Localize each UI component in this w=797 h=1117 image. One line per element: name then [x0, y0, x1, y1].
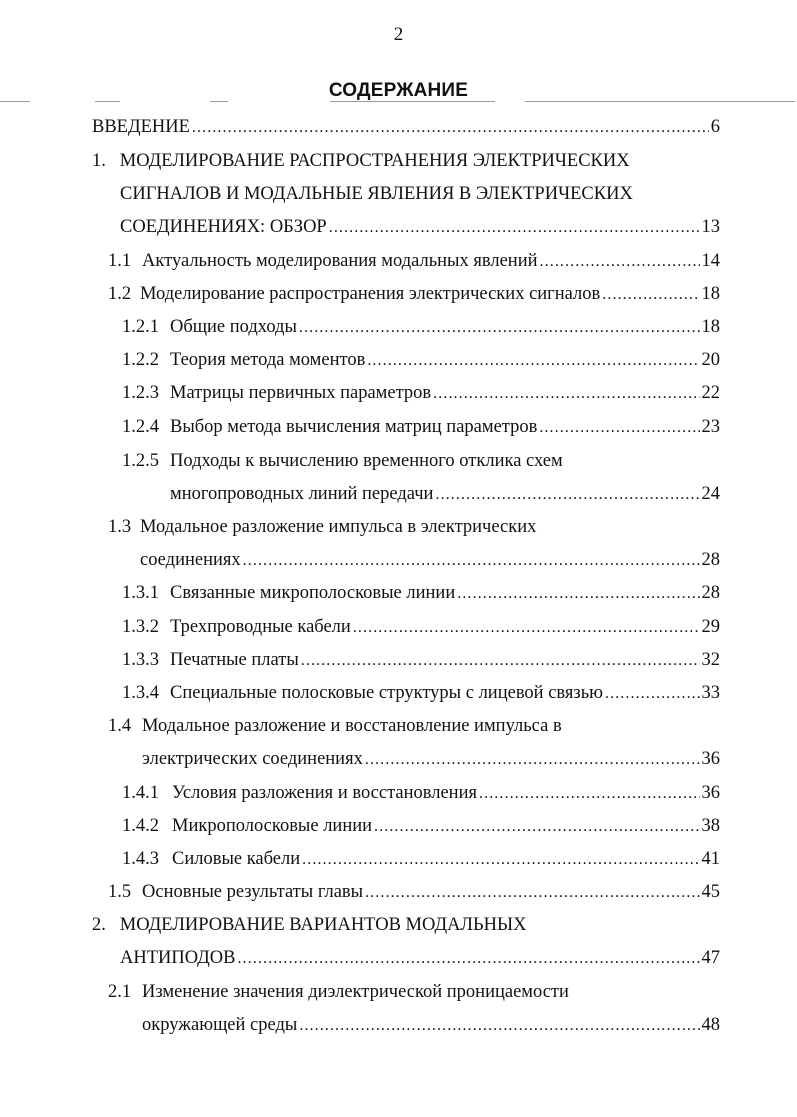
toc-entry-title: окружающей среды — [142, 1015, 298, 1035]
leader-dots — [301, 650, 700, 672]
toc-entry-title: Теория метода моментов — [170, 350, 366, 370]
leader-dots — [433, 383, 699, 405]
toc-entry-number: 1. — [92, 151, 106, 171]
toc-entry-title: соединениях — [140, 550, 241, 570]
toc-entry-title: ВВЕДЕНИЕ — [92, 117, 190, 137]
leader-dots — [540, 251, 700, 273]
toc-entry-number: 1.2.4 — [122, 417, 159, 437]
toc-entry-number: 1.2 — [108, 284, 132, 304]
toc-entry-1-2-4[interactable] — [122, 416, 720, 439]
toc-entry-title: Модальное разложение импульса в электрических — [140, 517, 537, 537]
toc-entry-1-2-5-line2[interactable] — [170, 483, 720, 506]
toc-entry-title: Модальное разложение и восстановление импульса в — [142, 716, 562, 736]
toc-entry-1-4-2[interactable] — [122, 815, 720, 838]
page-number: 2 — [393, 24, 404, 45]
toc-entry-page: 18 — [701, 317, 720, 337]
toc-entry-title: Условия разложения и восстановления — [172, 783, 477, 803]
toc-entry-title: СОЕДИНЕНИЯХ: ОБЗОР — [120, 217, 327, 237]
toc-entry-page: 14 — [701, 251, 720, 271]
toc-entry-1-1[interactable] — [108, 250, 720, 273]
toc-entry-title: МОДЕЛИРОВАНИЕ ВАРИАНТОВ МОДАЛЬНЫХ — [119, 915, 527, 935]
leader-dots — [243, 550, 700, 572]
leader-dots — [457, 583, 699, 605]
toc-entry-title: СИГНАЛОВ И МОДАЛЬНЫЕ ЯВЛЕНИЯ В ЭЛЕКТРИЧЕСКИХ — [120, 184, 633, 204]
toc-entry-1-2-2[interactable] — [122, 349, 720, 372]
toc-heading: СОДЕРЖАНИЕ — [328, 80, 469, 101]
toc-entry-page: 6 — [710, 117, 720, 137]
toc-entry-title: Силовые кабели — [172, 849, 301, 869]
toc-entry-title: МОДЕЛИРОВАНИЕ РАСПРОСТРАНЕНИЯ ЭЛЕКТРИЧЕСКИХ — [119, 151, 630, 171]
toc-entry-2-1-line2[interactable] — [142, 1014, 720, 1037]
leader-dots — [299, 1015, 699, 1037]
toc-entry-number: 1.2.2 — [122, 350, 159, 370]
toc-entry-title: Трехпроводные кабели — [170, 617, 351, 637]
leader-dots — [539, 417, 699, 439]
toc-entry-title: Основные результаты главы — [142, 882, 364, 902]
toc-entry-title: электрических соединениях — [142, 749, 363, 769]
toc-entry-page: 28 — [701, 583, 720, 603]
leader-dots — [605, 683, 700, 705]
toc-entry-number: 2. — [92, 915, 106, 935]
toc-entry-page: 48 — [701, 1015, 720, 1035]
leader-dots — [329, 217, 700, 239]
toc-entry-title: Печатные платы — [170, 650, 299, 670]
toc-entry-number: 1.2.3 — [122, 383, 159, 403]
toc-entry-1-4-3[interactable] — [122, 848, 720, 871]
toc-entry-title: АНТИПОДОВ — [120, 948, 236, 968]
toc-entry-page: 38 — [701, 816, 720, 836]
toc-entry-ch2-line2[interactable] — [120, 947, 720, 970]
leader-dots — [365, 749, 700, 771]
toc-entry-2-1-line1[interactable] — [108, 981, 569, 1003]
toc-entry-1-3-4[interactable] — [122, 682, 720, 705]
toc-entry-number: 1.4.2 — [122, 816, 159, 836]
toc-entry-number: 1.3.2 — [122, 617, 159, 637]
toc-entry-page: 36 — [701, 749, 720, 769]
toc-entry-number: 1.4.3 — [122, 849, 159, 869]
toc-entry-page: 18 — [701, 284, 720, 304]
toc-entry-page: 22 — [701, 383, 720, 403]
toc-entry-1-4-line2[interactable] — [142, 748, 720, 771]
leader-dots — [353, 617, 700, 639]
toc-entry-1-3-2[interactable] — [122, 616, 720, 639]
toc-entry-page: 23 — [701, 417, 720, 437]
toc-entry-page: 24 — [701, 484, 720, 504]
toc-entry-page: 32 — [701, 650, 720, 670]
toc-entry-number: 1.4.1 — [122, 783, 159, 803]
toc-entry-number: 1.4 — [108, 716, 132, 736]
toc-entry-1-4-1[interactable] — [122, 782, 720, 805]
toc-entry-title: Актуальность моделирования модальных явлений — [142, 251, 538, 271]
toc-entry-title: Подходы к вычислению временного отклика схем — [170, 451, 563, 471]
toc-entry-1-3-1[interactable] — [122, 582, 720, 605]
toc-entry-page: 28 — [701, 550, 720, 570]
toc-entry-number: 1.5 — [108, 882, 132, 902]
leader-dots — [302, 849, 699, 871]
leader-dots — [192, 117, 709, 139]
toc-entry-number: 1.2.5 — [122, 451, 159, 471]
leader-dots — [365, 882, 699, 904]
toc-entry-page: 41 — [701, 849, 720, 869]
toc-entry-page: 29 — [701, 617, 720, 637]
toc-entry-title: Общие подходы — [170, 317, 297, 337]
toc-entry-1-4-line1[interactable] — [108, 715, 562, 737]
toc-entry-1-3-3[interactable] — [122, 649, 720, 672]
toc-entry-1-2[interactable] — [108, 283, 720, 306]
toc-entry-number: 1.3.1 — [122, 583, 159, 603]
toc-entry-1-2-1[interactable] — [122, 316, 720, 339]
toc-entry-title: Матрицы первичных параметров — [170, 383, 432, 403]
toc-entry-ch1-line1[interactable] — [92, 150, 630, 172]
leader-dots — [299, 317, 700, 339]
toc-entry-number: 2.1 — [108, 982, 132, 1002]
toc-entry-number: 1.1 — [108, 251, 132, 271]
toc-entry-page: 36 — [701, 783, 720, 803]
toc-entry-title: многопроводных линий передачи — [170, 484, 434, 504]
toc-entry-1-3-line2[interactable] — [140, 549, 720, 572]
leader-dots — [435, 484, 699, 506]
toc-entry-title: Микрополосковые линии — [172, 816, 373, 836]
toc-entry-title: Моделирование распространения электрических сигналов — [140, 284, 601, 304]
toc-entry-page: 13 — [701, 217, 720, 237]
toc-entry-1-5[interactable] — [108, 881, 720, 904]
toc-entry-1-2-5-line1[interactable] — [122, 450, 563, 472]
toc-entry-title: Изменение значения диэлектрической проницаемости — [142, 982, 569, 1002]
leader-dots — [238, 948, 700, 970]
toc-entry-ch1-line3[interactable] — [120, 216, 720, 239]
toc-entry-1-2-3[interactable] — [122, 382, 720, 405]
leader-dots — [367, 350, 699, 372]
toc-entry-page: 47 — [701, 948, 720, 968]
toc-entry-title: Специальные полосковые структуры с лицевой связью — [170, 683, 603, 703]
toc-entry-number: 1.3 — [108, 517, 132, 537]
leader-dots — [602, 284, 699, 306]
toc-entry-number: 1.3.3 — [122, 650, 159, 670]
toc-entry-title: Связанные микрополосковые линии — [170, 583, 456, 603]
toc-entry-title: Выбор метода вычисления матриц параметров — [170, 417, 538, 437]
leader-dots — [479, 783, 700, 805]
toc-entry-page: 33 — [701, 683, 720, 703]
toc-entry-intro[interactable] — [92, 116, 720, 139]
toc-entry-number: 1.2.1 — [122, 317, 159, 337]
toc-entry-number: 1.3.4 — [122, 683, 159, 703]
toc-entry-page: 45 — [701, 882, 720, 902]
toc-entry-1-3-line1[interactable] — [108, 516, 536, 538]
toc-entry-page: 20 — [701, 350, 720, 370]
leader-dots — [374, 816, 699, 838]
toc-entry-ch1-line2 — [120, 183, 633, 205]
toc-entry-ch2-line1[interactable] — [92, 914, 526, 936]
